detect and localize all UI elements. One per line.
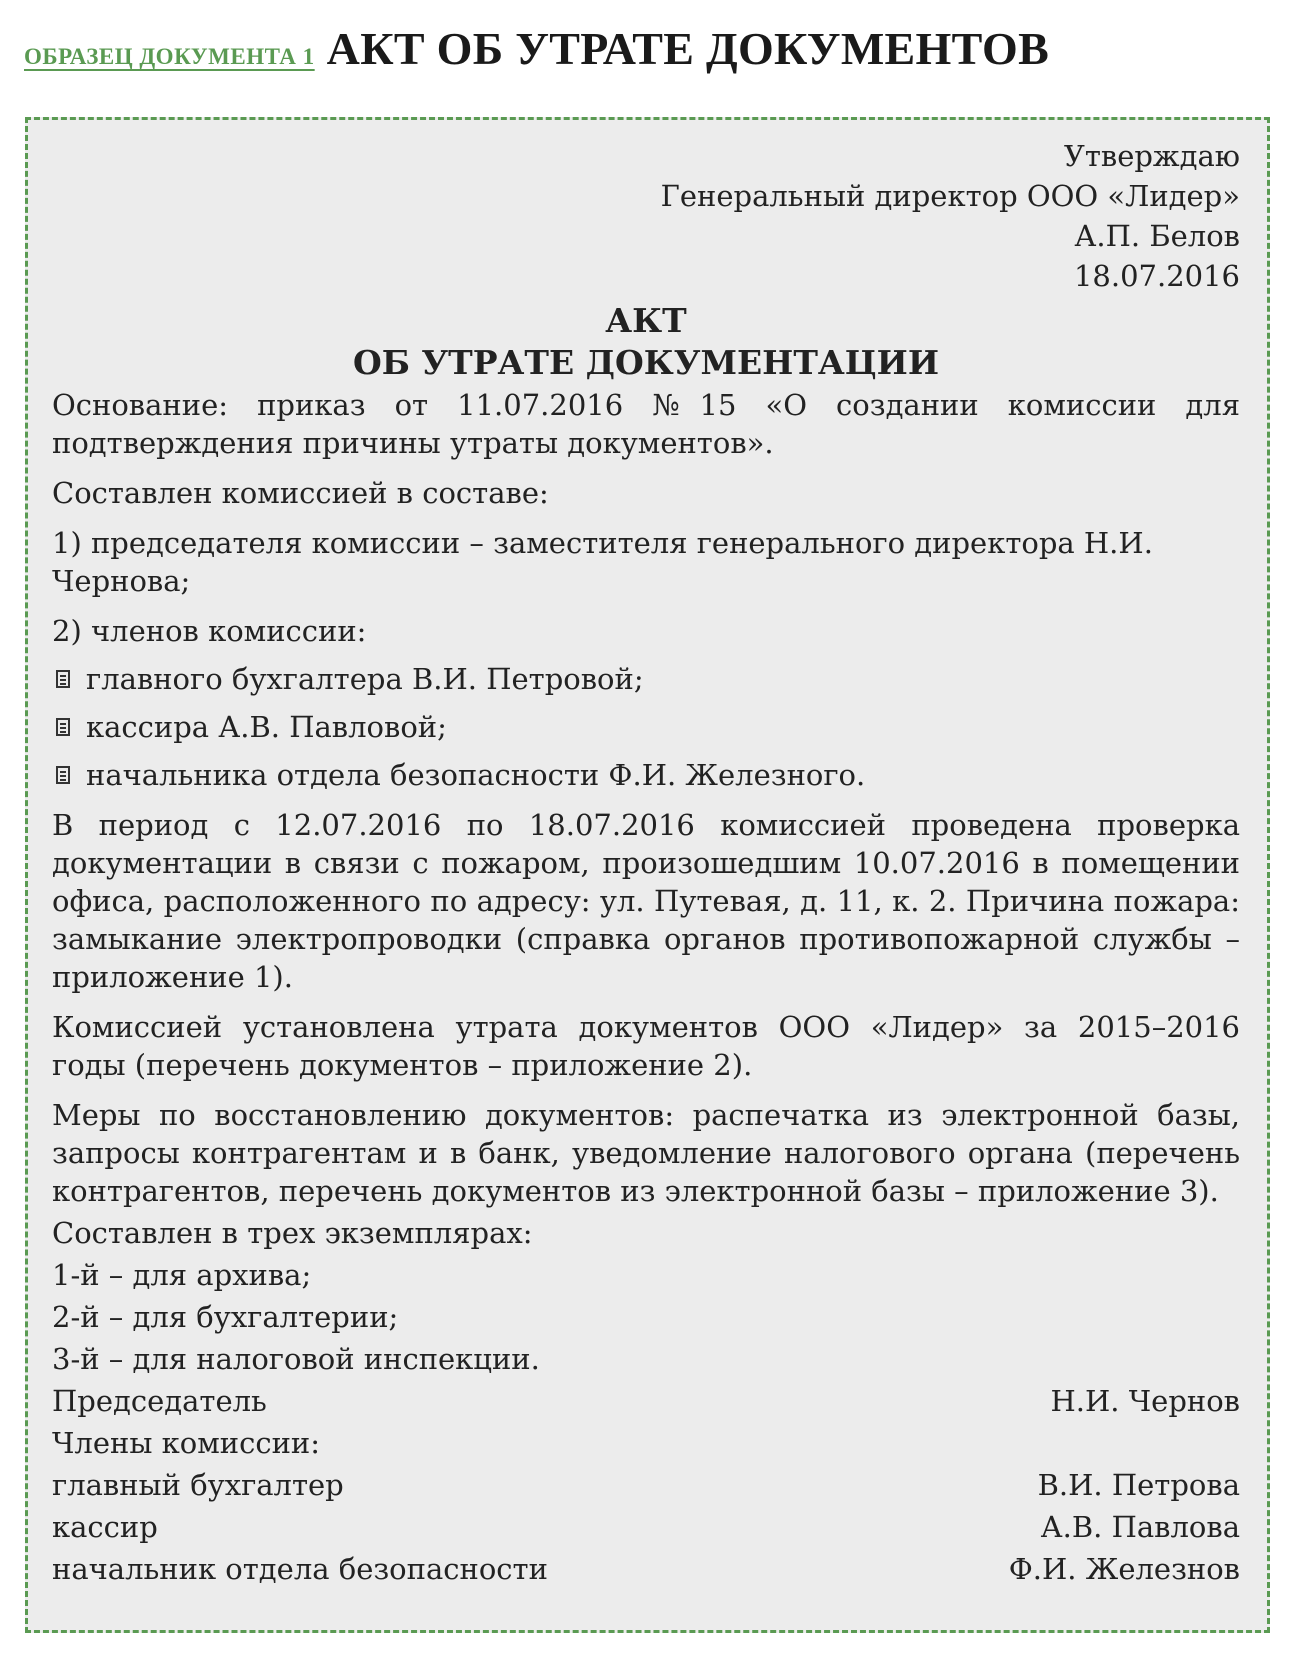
- document-frame: [25, 117, 1270, 1633]
- sample-label: ОБРАЗЕЦ ДОКУМЕНТА 1: [24, 44, 315, 69]
- list-item: [52, 708, 1240, 746]
- document-header: [24, 22, 1049, 82]
- list-item: [52, 660, 1240, 698]
- signature-role: главный бухгалтер: [52, 1468, 344, 1502]
- members-label: Члены комиссии:: [52, 1426, 321, 1460]
- copy-line: 2-й – для бухгалтерии;: [52, 1300, 399, 1334]
- act-title: [52, 300, 1240, 384]
- bullet-icon: [56, 670, 70, 688]
- list-item: [52, 756, 1240, 794]
- member-text: начальника отдела безопасности Ф.И. Железного.: [86, 758, 866, 792]
- page-title: АКТ ОБ УТРАТЕ ДОКУМЕНТОВ: [326, 23, 1050, 74]
- signature-role: кассир: [52, 1510, 158, 1544]
- approval-line: Утверждаю: [1063, 139, 1240, 173]
- composed-paragraph: Составлен комиссией в составе:: [52, 476, 549, 510]
- basis-paragraph: Основание: приказ от 11.07.2016 №15 «О создании комиссии для подтверждения причины утраты документов».: [52, 388, 1240, 460]
- member-text: главного бухгалтера В.И. Петровой;: [86, 662, 644, 696]
- approval-line: Генеральный директор ООО «Лидер»: [660, 179, 1240, 213]
- signature-row: [52, 1466, 1240, 1504]
- approval-line: А.П. Белов: [1074, 219, 1240, 253]
- bullet-icon: [56, 718, 70, 736]
- approval-date: 18.07.2016: [1073, 259, 1240, 293]
- signature-row: [52, 1550, 1240, 1588]
- approval-block: [52, 136, 1240, 296]
- measures-paragraph: Меры по восстановлению документов: распечатка из электронной базы, запросы контрагентам и в банк, уведомление налогового органа (перечень контрагентов, перечень документов из электронной базы – приложение 3).: [52, 1098, 1240, 1208]
- copy-line: 3-й – для налоговой инспекции.: [52, 1342, 540, 1376]
- act-title-line: АКТ: [605, 301, 687, 340]
- members-intro: 2) членов комиссии:: [52, 614, 367, 648]
- signature-name: Н.И. Чернов: [1050, 1384, 1240, 1418]
- document-body: [52, 136, 1240, 1588]
- copy-line: 1-й – для архива;: [52, 1258, 312, 1292]
- copies-intro: Составлен в трех экземплярах:: [52, 1216, 533, 1250]
- bullet-icon: [56, 766, 70, 784]
- signature-row: [52, 1508, 1240, 1546]
- signature-name: В.И. Петрова: [1037, 1468, 1240, 1502]
- act-title-line: ОБ УТРАТЕ ДОКУМЕНТАЦИИ: [352, 343, 940, 382]
- signature-name: Ф.И. Железнов: [1008, 1552, 1240, 1586]
- signature-row: [52, 1382, 1240, 1420]
- chairman-paragraph: 1) председателя комиссии – заместителя генерального директора Н.И. Чернова;: [52, 526, 1153, 598]
- period-paragraph: В период с 12.07.2016 по 18.07.2016 комиссией проведена проверка документации в связи с пожаром, произошедшим 10.07.2016 в помещении офиса, расположенного по адресу: ул. Путевая, д. 11, к. 2. Причина пожара: замыкание электропроводки (справка органов противопожарной службы – приложение 1).: [52, 808, 1240, 994]
- signature-role: Председатель: [52, 1384, 267, 1418]
- signature-role: начальник отдела безопасности: [52, 1552, 548, 1586]
- loss-paragraph: Комиссией установлена утрата документов ООО «Лидер» за 2015–2016 годы (перечень документов – приложение 2).: [52, 1010, 1240, 1082]
- signature-name: А.В. Павлова: [1040, 1510, 1240, 1544]
- member-text: кассира А.В. Павловой;: [86, 710, 447, 744]
